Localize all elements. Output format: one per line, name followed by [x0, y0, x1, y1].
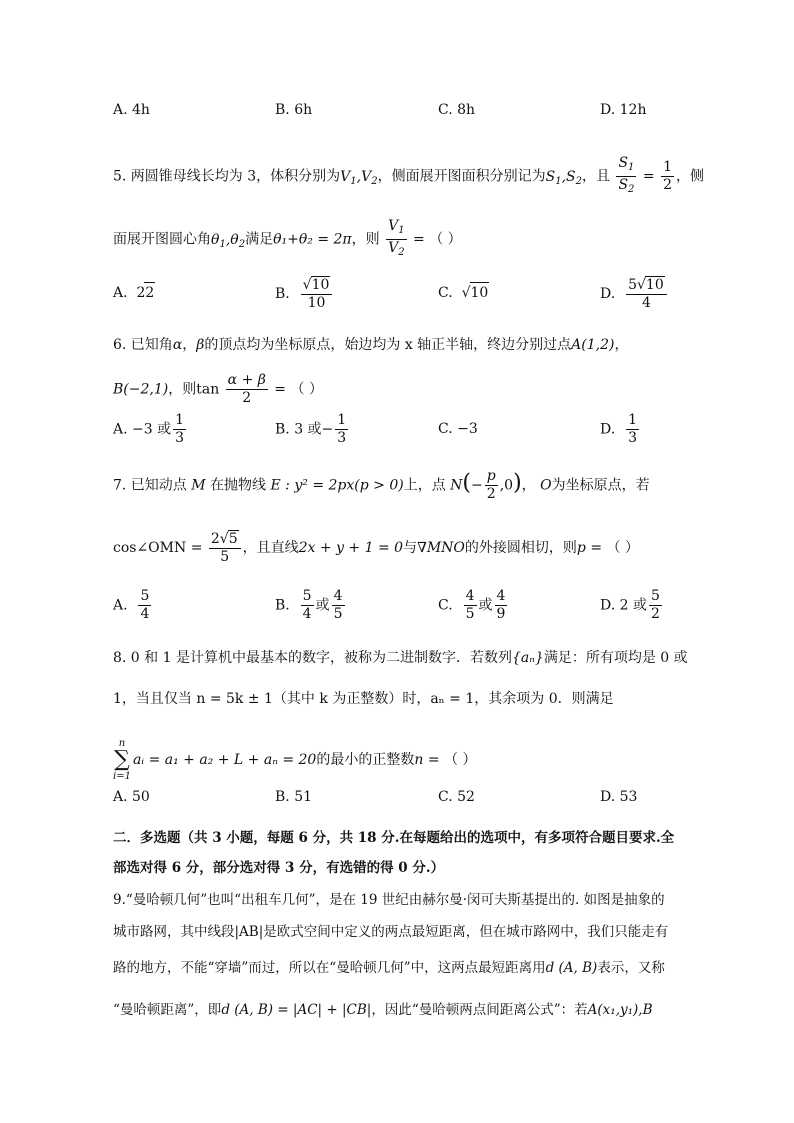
q9-line2: 城市路网，其中线段|AB|是欧式空间中定义的两点最短距离，但在城市路网中，我们只能走有 [113, 924, 669, 940]
q8-option-a: A. 50 [113, 789, 150, 805]
s-ratio-fraction: $\frac{S_1}{S_2}$ [618, 155, 635, 195]
q5-option-c: C. √10 [438, 282, 489, 303]
q7-option-b: B. $\frac{5}{4}$ 或 $\frac{4}{5}$ [275, 588, 343, 622]
summation-sign: n ∑ i=1 [113, 738, 131, 782]
cos-value-fraction: $\frac{2√5}{5}$ [209, 530, 241, 566]
q8-line3: n ∑ i=1aᵢ = a₁ + a₂ + L + aₙ = 20的最小的正整数n = （ ） [113, 738, 477, 782]
q4-option-a: A. 4h [113, 102, 150, 118]
q9-line4: “曼哈顿距离”，即d (A, B) = |AC| + |CB|，因此“曼哈顿两点间距离公式”：若A(x₁,y₁),B [113, 1002, 653, 1018]
q6-line2: B(−2,1)，则tan $\frac{\alpha + \beta}{2}$ = （ ） [113, 372, 323, 406]
q9-line3: 路的地方，不能“穿墙”而过，所以在“曼哈顿几何”中，这两点最短距离用d (A, B)表示，又称 [113, 960, 665, 976]
q7-option-a: A. $\frac{5}{4}$ [113, 588, 150, 622]
q6-option-a: A. −3 或 $\frac{1}{3}$ [113, 412, 185, 446]
q5-option-b: B. $\frac{√10}{10}$ [275, 276, 334, 312]
q8-line1: 8. 0 和 1 是计算机中最基本的数字，被称为二进制数字．若数列{aₙ}满足：所有项均是 0 或 [113, 650, 688, 666]
q9-line1: 9.“曼哈顿几何”也叫“出租车几何”，是在 19 世纪由赫尔曼·闵可夫斯基提出的. 如图是抽象的 [113, 892, 665, 908]
section2-heading-line1: 二．多选题（共 3 小题，每题 6 分，共 18 分.在每题给出的选项中，有多项符合题目要求.全 [113, 830, 675, 846]
q4-option-b: B. 6h [275, 102, 313, 118]
q7-line2: cos∠OMN = $\frac{2√5}{5}$ ，且直线2x + y + 1 = 0与∇MNO的外接圆相切，则p = （ ） [113, 531, 639, 565]
q8-option-d: D. 53 [600, 789, 638, 805]
q5-option-a: A. 22 [113, 282, 155, 303]
q8-option-c: C. 52 [438, 789, 475, 805]
q7-option-d: D. 2 或 $\frac{5}{2}$ [600, 588, 660, 622]
q6-option-d: D. $\frac{1}{3}$ [600, 412, 638, 446]
half-angle-fraction: $\frac{\alpha + \beta}{2}$ [227, 372, 266, 406]
q7-line1: 7. 已知动点 M 在抛物线 E : y² = 2px(p > 0)上，点 N(− $\frac{p}{2}$ ,0)， O为坐标原点，若 [113, 468, 650, 502]
q8-line2: 1，当且仅当 n = 5k ± 1（其中 k 为正整数）时，aₙ = 1，其余项为 0．则满足 [113, 691, 614, 707]
q6-line1: 6. 已知角α，β的顶点均为坐标原点，始边均为 x 轴正半轴，终边分别过点A(1,2)， [113, 337, 629, 353]
one-half-fraction: $\frac{1}{2}$ [663, 159, 672, 193]
q4-option-c: C. 8h [438, 102, 476, 118]
section2-heading-line2: 部选对得 6 分，部分选对得 3 分，有选错的得 0 分.） [113, 860, 445, 876]
q6-option-c: C. −3 [438, 421, 478, 437]
q4-option-d: D. 12h [600, 102, 647, 118]
q5-option-d: D. $\frac{5√10}{4}$ [600, 276, 669, 312]
q7-option-c: C. $\frac{4}{5}$ 或 $\frac{4}{9}$ [438, 588, 506, 622]
v-ratio-fraction: $\frac{V_1}{V_2}$ [388, 218, 405, 258]
q5-line2: 面展开图圆心角$\theta_1,\theta_2$满足θ₁+θ₂ = 2π，则 $\frac{V_1}{V_2}$ = （ ） [113, 218, 462, 261]
q8-option-b: B. 51 [275, 789, 313, 805]
q6-option-b: B. 3 或− $\frac{1}{3}$ [275, 412, 347, 446]
q5-line1: 5. 两圆锥母线长均为 3，体积分别为$V_1,V_2$，侧面展开图面积分别记为$S_1,S_2$，且 $\frac{S_1}{S_2}$ = $\frac{1}{2}$ ，侧 [113, 155, 704, 198]
